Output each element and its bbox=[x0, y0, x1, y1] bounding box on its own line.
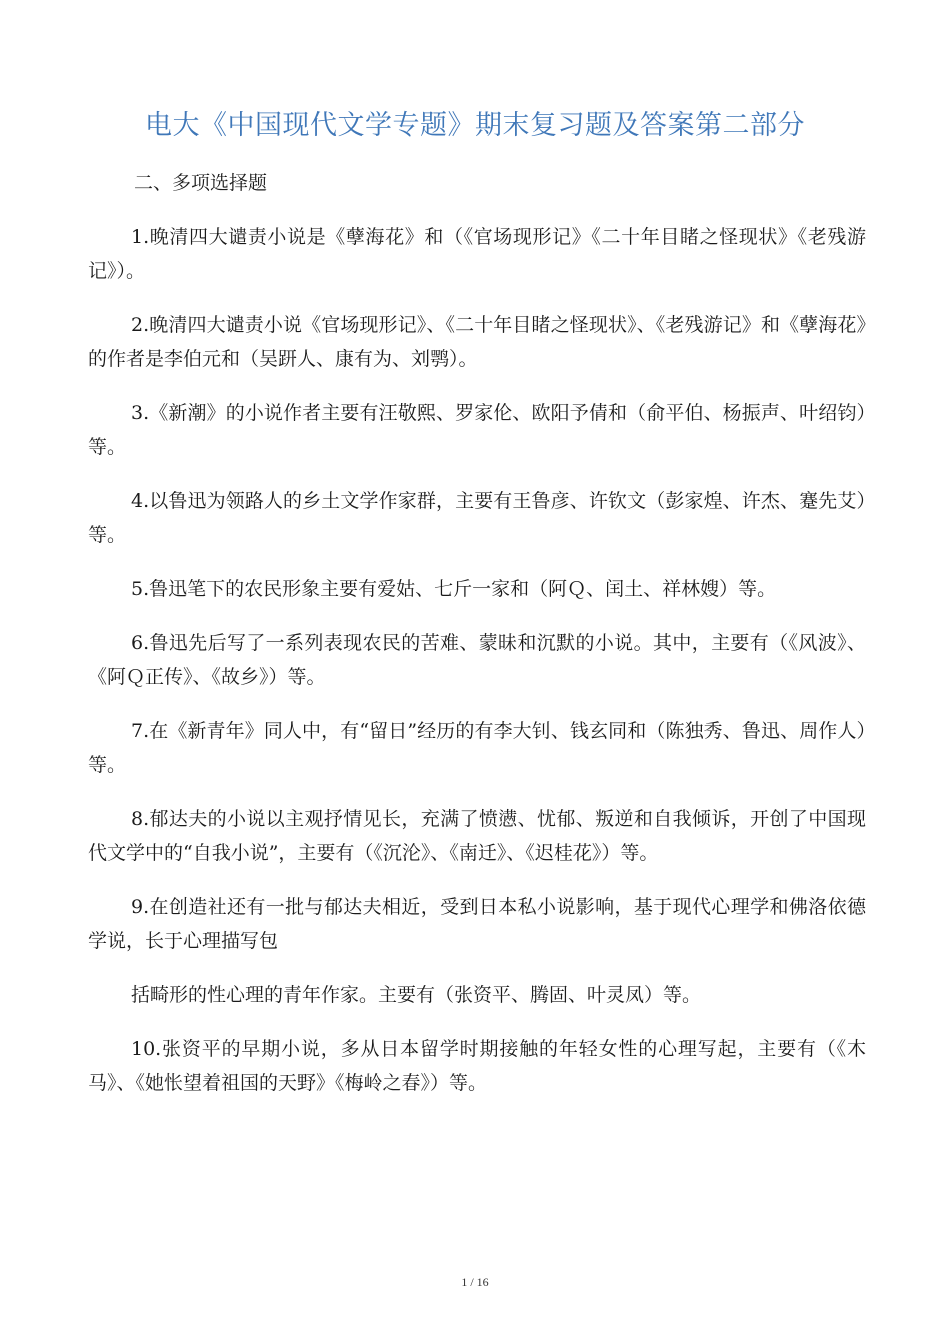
question-paragraph-5: 5.鲁迅笔下的农民形象主要有爱姑、七斤一家和（阿Ｑ、闰土、祥林嫂）等。 bbox=[131, 578, 777, 600]
question-paragraph-6: 6.鲁迅先后写了一系列表现农民的苦难、蒙昧和沉默的小说。其中，主要有（《风波》、《阿Ｑ正传》、《故乡》）等。 bbox=[88, 632, 866, 688]
section-heading: 二、多项选择题 bbox=[134, 172, 268, 194]
question-paragraph-7: 7.在《新青年》同人中，有“留日”经历的有李大钊、钱玄同和（陈独秀、鲁迅、周作人）等。 bbox=[88, 720, 866, 776]
question-paragraph-3: 3.《新潮》的小说作者主要有汪敬熙、罗家伦、欧阳予倩和（俞平伯、杨振声、叶绍钧）等。 bbox=[88, 402, 866, 458]
document-body bbox=[88, 220, 866, 1120]
question-paragraph-10: 10.张资平的早期小说，多从日本留学时期接触的年轻女性的心理写起，主要有（《木马》、《她怅望着祖国的天野》《梅岭之春》）等。 bbox=[88, 1038, 866, 1094]
question-paragraph-9: 9.在创造社还有一批与郁达夫相近，受到日本私小说影响，基于现代心理学和佛洛依德学说，长于心理描写包 bbox=[88, 896, 866, 952]
question-paragraph-1: 1.晚清四大谴责小说是《孽海花》和（《官场现形记》《二十年目睹之怪现状》《老残游记》）。 bbox=[88, 226, 866, 282]
question-paragraph-9-continued: 括畸形的性心理的青年作家。主要有（张资平、腾固、叶灵凤）等。 bbox=[131, 984, 702, 1006]
question-paragraph-2: 2.晚清四大谴责小说《官场现形记》、《二十年目睹之怪现状》、《老残游记》和《孽海花》的作者是李伯元和（吴趼人、康有为、刘鹗）。 bbox=[88, 314, 866, 370]
question-paragraph-8: 8.郁达夫的小说以主观抒情见长，充满了愤懑、忧郁、叛逆和自我倾诉，开创了中国现代文学中的“自我小说”，主要有（《沉沦》、《南迁》、《迟桂花》）等。 bbox=[88, 808, 866, 864]
document-title: 电大《中国现代文学专题》期末复习题及答案第二部分 bbox=[145, 110, 805, 141]
question-paragraph-4: 4.以鲁迅为领路人的乡土文学作家群，主要有王鲁彦、许钦文（彭家煌、许杰、蹇先艾）等。 bbox=[88, 490, 866, 546]
page-number: 1 / 16 bbox=[461, 1275, 489, 1289]
